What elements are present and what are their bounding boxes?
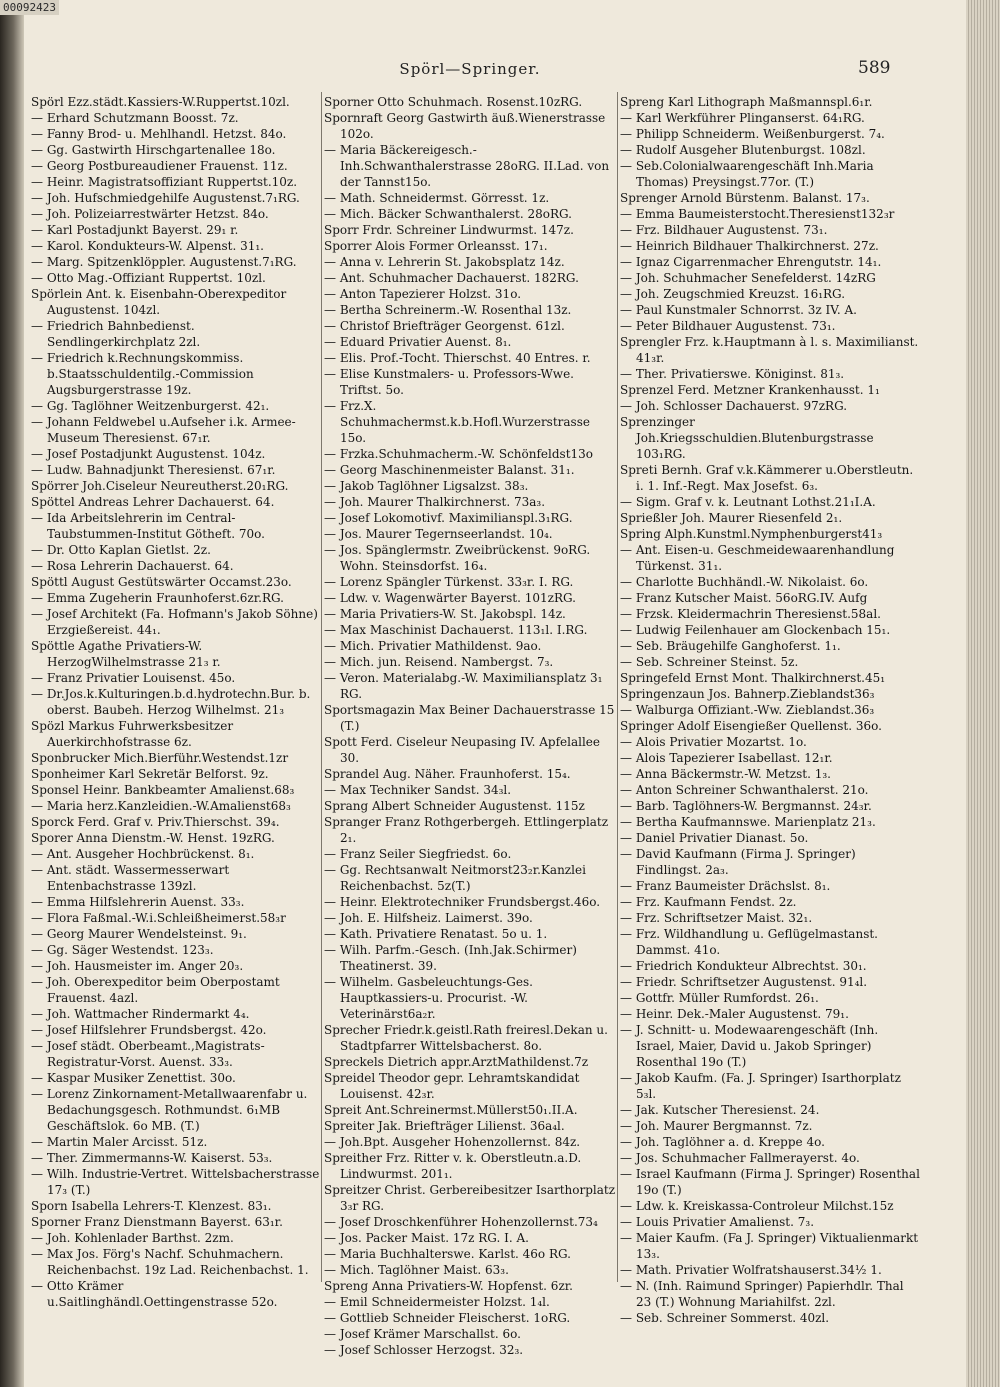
directory-entry: — Joh. Maurer Thalkirchnerst. 73a₃. <box>324 495 546 509</box>
directory-entry: — Ant. Schuhmacher Dachauerst. 182RG. <box>324 271 579 285</box>
directory-entry: Sprießler Joh. Maurer Riesenfeld 2₁. <box>620 511 843 525</box>
directory-entry: — Paul Kunstmaler Schnorrst. 3z IV. A. <box>620 303 857 317</box>
directory-entry: Sprandel Aug. Näher. Fraunhoferst. 15₄. <box>324 767 571 781</box>
directory-entry: Spreither Frz. Ritter v. k. Oberstleutn.a.D. Lindwurmst. 201₁. <box>324 1151 582 1181</box>
directory-entry: — Rudolf Ausgeher Blutenburgst. 108zl. <box>620 143 866 157</box>
directory-entry: — Josef Droschkenführer Hohenzollernst.73₄ <box>324 1215 598 1229</box>
directory-entry: — Eduard Privatier Auenst. 8₁. <box>324 335 512 349</box>
directory-entry: — Jos. Maurer Tegernseerlandst. 10₄. <box>324 527 553 541</box>
column-2 <box>324 94 618 1358</box>
directory-entry: — Barb. Taglöhners-W. Bergmannst. 24₃r. <box>620 799 872 813</box>
directory-entry: — Anton Schreiner Schwanthalerst. 21o. <box>620 783 869 797</box>
directory-entry: Sprecher Friedr.k.geistl.Rath freiresl.Dekan u. Stadtpfarrer Wittelsbacherst. 8o. <box>324 1023 608 1053</box>
directory-entry: — Ther. Zimmermanns-W. Kaiserst. 53₃. <box>31 1151 273 1165</box>
directory-entry: Spörl Ezz.städt.Kassiers-W.Ruppertst.10zl. <box>31 95 290 109</box>
directory-entry: — Elise Kunstmalers- u. Professors-Wwe. Triftst. 5o. <box>324 367 574 397</box>
directory-entry: — Karl Werkführer Plinganserst. 64₁RG. <box>620 111 865 125</box>
directory-entry: — Max Techniker Sandst. 34₃l. <box>324 783 512 797</box>
directory-entry: — Jakob Taglöhner Ligsalzst. 38₃. <box>324 479 529 493</box>
directory-entry: — Georg Maurer Wendelstеinst. 9₁. <box>31 927 247 941</box>
directory-entry: — Jakob Kaufm. (Fa. J. Springer) Isarthorplatz 5₃l. <box>620 1071 901 1101</box>
directory-entry: — Maria Bäckereigesch.-Inh.Schwanthalerstrasse 28oRG. II.Lad. von der Tannst15o. <box>324 143 610 189</box>
column-3 <box>620 94 920 1326</box>
directory-entry: — Bertha Kaufmannswe. Marienplatz 21₃. <box>620 815 876 829</box>
directory-entry: Springenzaun Jos. Bahnerp.Zieblandst36₃ <box>620 687 875 701</box>
directory-entry: — Frz. Kaufmann Fendst. 2z. <box>620 895 797 909</box>
directory-entry: — Wilh. Industrie-Vertret. Wittelsbacherstrasse 17₃ (T.) <box>31 1167 320 1197</box>
directory-entry: Spranger Franz Rothgerbergeh. Ettlingerplatz 2₁. <box>324 815 609 845</box>
directory-entry: — Gg. Säger Westendst. 123₃. <box>31 943 214 957</box>
directory-entry: — Maria Buchhalterswe. Karlst. 46o RG. <box>324 1247 571 1261</box>
directory-entry: — Maier Kaufm. (Fa J. Springer) Viktualienmarkt 13₃. <box>620 1231 919 1261</box>
directory-entry: Spreitzer Christ. Gerbereibesitzer Isarthorplatz 3₃r RG. <box>324 1183 616 1213</box>
directory-entry: — Ludwig Feilenhauer am Glockenbach 15₁. <box>620 623 891 637</box>
directory-entry: Spreiter Jak. Briefträger Lilienst. 36a₄l. <box>324 1119 565 1133</box>
directory-entry: Sponsel Heinr. Bankbeamter Amalienst.68₃ <box>31 783 295 797</box>
directory-entry: — Emma Zugeherin Fraunhoferst.6zr.RG. <box>31 591 284 605</box>
directory-entry: Spreng Karl Lithograph Maßmannspl.6₁r. <box>620 95 873 109</box>
directory-entry: — Dr. Otto Kaplan Gietlst. 2z. <box>31 543 211 557</box>
directory-entry: — Seb. Bräugehilfe Ganghoferst. 1₁. <box>620 639 841 653</box>
directory-entry: Sprenzinger Joh.Kriegsschuldien.Blutenburgstrasse 103₁RG. <box>620 415 874 461</box>
directory-entry: — Rosa Lehrerin Dachauerst. 64. <box>31 559 234 573</box>
directory-entry: Sporner Franz Dienstmann Bayerst. 63₁r. <box>31 1215 283 1229</box>
directory-entry: — Mich. Privatier Mathildenst. 9ao. <box>324 639 542 653</box>
directory-entry: — Gg. Rechtsanwalt Neitmorst23₂r.Kanzlei Reichenbachst. 5z(T.) <box>324 863 586 893</box>
directory-entry: — Lorenz Zinkornament-Metallwaarenfabr u. Bedachungsgesch. Rothmundst. 6₁MB Geschäftslok. 6o MB. (T.) <box>31 1087 308 1133</box>
directory-entry: — Wilhelm. Gasbeleuchtungs-Ges. Hauptkassiers-u. Procurist. -W. Veterinärst6a₂r. <box>324 975 533 1021</box>
directory-entry: Sporck Ferd. Graf v. Priv.Thierschst. 39₄. <box>31 815 280 829</box>
directory-entry: Sprenger Arnold Bürstenm. Balanst. 17₃. <box>620 191 870 205</box>
directory-entry: — Friedrich Konduktеur Albrechtst. 30₁. <box>620 959 867 973</box>
directory-entry: — Karol. Konduktеurs-W. Alpenst. 31₁. <box>31 239 264 253</box>
directory-entry: — Joh. Schuhmacher Senefelderst. 14zRG <box>620 271 876 285</box>
directory-entry: — Bertha Schreinerm.-W. Rosenthal 13z. <box>324 303 572 317</box>
directory-entry: — Ther. Privatierswe. Königinst. 81₃. <box>620 367 845 381</box>
directory-entry: — Joh. Polizeiarrestwärter Hetzst. 84o. <box>31 207 269 221</box>
directory-entry: — Math. Schneidermst. Görresst. 1z. <box>324 191 550 205</box>
directory-entry: — Seb. Schreiner Sommerst. 40zl. <box>620 1311 830 1325</box>
directory-entry: Sporr Frdr. Schreiner Lindwurmst. 147z. <box>324 223 574 237</box>
directory-entry: — Jos. Spänglermstr. Zweibrückenst. 9oRG. Wohn. Steinsdorfst. 16₄. <box>324 543 591 573</box>
directory-entry: — Joh. Zeugschmied Kreuzst. 16₁RG. <box>620 287 846 301</box>
page-number: 589 <box>858 58 891 78</box>
directory-entry: — Joh. Taglöhner a. d. Kreppe 4o. <box>620 1135 825 1149</box>
directory-entry: — Heinr. Elektrotechniker Frundsbergst.46o. <box>324 895 601 909</box>
column-divider <box>321 92 322 1282</box>
directory-entry: — Anton Tapezierer Holzst. 31o. <box>324 287 522 301</box>
directory-entry: Spreti Bernh. Graf v.k.Kämmerer u.Oberstleutn. i. 1. Inf.-Regt. Max Josefst. 6₃. <box>620 463 914 493</box>
directory-entry: — Alois Tapezierer Isabellast. 12₁r. <box>620 751 833 765</box>
directory-entry: Sporrer Alois Former Orleansst. 17₁. <box>324 239 548 253</box>
directory-entry: — Frz. Wildhandlung u. Geflügelmastanst. Dammst. 41o. <box>620 927 878 957</box>
directory-entry: — Seb.Colonialwaarengeschäft Inh.Maria Thomas) Preysingst.77or. (T.) <box>620 159 874 189</box>
directory-entry: — Jak. Kutscher Theresienst. 24. <box>620 1103 820 1117</box>
directory-entry: — Maria herz.Kanzleidien.-W.Amalienst68₃ <box>31 799 291 813</box>
directory-entry: — Lorenz Spängler Türkenst. 33₃r. I. RG. <box>324 575 574 589</box>
directory-entry: Spornraft Georg Gastwirth äuß.Wienerstrasse 102o. <box>324 111 606 141</box>
directory-entry: — Martin Maler Arcisst. 51z. <box>31 1135 208 1149</box>
directory-entry: — Peter Bildhauer Augustenst. 73₁. <box>620 319 836 333</box>
directory-entry: — Josef Architekt (Fa. Hofmann's Jakob Söhne) Erzgießereist. 44₁. <box>31 607 318 637</box>
column-1 <box>31 94 321 1310</box>
directory-entry: — Joh. Kohlenlader Barthst. 2zm. <box>31 1231 234 1245</box>
directory-entry: Spöttel Andreas Lehrer Dachauerst. 64. <box>31 495 275 509</box>
directory-entry: — Frz. Schriftsetzer Maist. 32₁. <box>620 911 813 925</box>
directory-entry: Spreidel Theodor gepr. Lehramtskandidat Louisenst. 42₃r. <box>324 1071 580 1101</box>
directory-entry: — Josef Lokomotivf. Maximilianspl.3₁RG. <box>324 511 573 525</box>
directory-entry: — Mich. Bäcker Schwanthalerst. 28oRG. <box>324 207 572 221</box>
directory-entry: Sponbrucker Mich.Bierführ.Westendst.1zr <box>31 751 289 765</box>
directory-entry: — Fanny Brod- u. Mehlhandl. Hetzst. 84o. <box>31 127 287 141</box>
directory-entry: — Veron. Materialabg.-W. Maximiliansplatz 3₁ RG. <box>324 671 603 701</box>
directory-entry: — Ldw. k. Kreiskassa-Controleur Milchst.15z <box>620 1199 894 1213</box>
directory-entry: — Walburga Offiziant.-Ww. Zieblandst.36₃ <box>620 703 875 717</box>
directory-entry: — Johann Feldwebel u.Aufseher i.k. Armee-Museum Theresienst. 67₁r. <box>31 415 296 445</box>
directory-entry: — N. (Inh. Raimund Springer) Papierhdlr. Thal 23 (T.) Wohnung Mariahilfst. 2zl. <box>620 1279 904 1309</box>
directory-entry: Sponheimer Karl Sekretär Belforst. 9z. <box>31 767 269 781</box>
directory-entry: — Dr.Jos.k.Kulturingen.b.d.hydrotechn.Bur. b. oberst. Baubeh. Herzog Wilhelmst. 21₃ <box>31 687 311 717</box>
directory-entry: — Frz. Bildhauer Augustenst. 73₁. <box>620 223 828 237</box>
directory-entry: — Otto Mag.-Offiziant Ruppertst. 10zl. <box>31 271 266 285</box>
directory-entry: — Josef städt. Oberbeamt.,Magistrats-Registratur-Vorst. Auenst. 33₃. <box>31 1039 265 1069</box>
directory-entry: — Heinr. Dek.-Maler Augustenst. 79₁. <box>620 1007 849 1021</box>
directory-entry: — Frzka.Schuhmacherm.-W. Schönfeldst13o <box>324 447 594 461</box>
directory-entry: — Gottlieb Schneider Fleischerst. 1oRG. <box>324 1311 571 1325</box>
directory-entry: — Joh. Oberexpeditor beim Oberpostamt Frauenst. 4azl. <box>31 975 280 1005</box>
directory-entry: — Ant. Eisen-u. Geschmeidewaarenhandlung Türkenst. 31₁. <box>620 543 895 573</box>
directory-entry: Sprang Albert Schneider Augustenst. 115z <box>324 799 585 813</box>
directory-entry: Spöttl August Gestütswärter Occamst.23o. <box>31 575 292 589</box>
directory-entry: — Flora Faßmal.-W.i.Schleißheimerst.58₃r <box>31 911 286 925</box>
directory-entry: — David Kaufmann (Firma J. Springer) Findlingst. 2a₃. <box>620 847 856 877</box>
directory-entry: — Jos. Packer Maist. 17z RG. I. A. <box>324 1231 529 1245</box>
directory-entry: — Friedr. Schriftsetzer Augustenst. 91₄l. <box>620 975 868 989</box>
directory-entry: Sprenzel Ferd. Metzner Krankenhausst. 1₁ <box>620 383 880 397</box>
directory-entry: — Josef Hilfslehrer Frundsbergst. 42o. <box>31 1023 267 1037</box>
directory-entry: — Elis. Prof.-Tocht. Thierschst. 40 Entres. r. <box>324 351 591 365</box>
directory-entry: — Max Maschinist Dachauerst. 113₁l. I.RG. <box>324 623 588 637</box>
directory-entry: — Gg. Taglöhner Weitzenburgerst. 42₁. <box>31 399 270 413</box>
directory-entry: — Daniel Privatier Dianast. 5o. <box>620 831 809 845</box>
directory-entry: — Friedrich Bahnbedienst. Sendlingerkirchplatz 2zl. <box>31 319 201 349</box>
directory-entry: — Gg. Gastwirth Hirschgartenallee 18o. <box>31 143 276 157</box>
directory-entry: — Friedrich k.Rechnungskommiss. b.Staatsschuldentilg.-Commission Augsburgerstrasse 19z. <box>31 351 254 397</box>
directory-entry: Sporner Otto Schuhmach. Rosenst.10zRG. <box>324 95 583 109</box>
directory-entry: — Erhard Schutzmann Boosst. 7z. <box>31 111 239 125</box>
directory-entry: — Heinr. Magistratsoffiziant Ruppertst.10z. <box>31 175 298 189</box>
directory-entry: — Karl Postadjunkt Bayerst. 29₁ r. <box>31 223 239 237</box>
directory-entry: — Josef Schlosser Herzogst. 32₃. <box>324 1343 524 1357</box>
directory-entry: Sprengler Frz. k.Hauptmann à l. s. Maximilianst. 41₃r. <box>620 335 919 365</box>
directory-entry: — Gottfr. Müller Rumfordst. 26₁. <box>620 991 819 1005</box>
scan-stamp: 00092423 <box>0 0 59 15</box>
directory-entry: — Kath. Privatiere Renatast. 5o u. 1. <box>324 927 548 941</box>
directory-entry: — Franz Privatier Louisenst. 45o. <box>31 671 236 685</box>
directory-entry: Spöttle Agathe Privatiers-W. HerzogWilhelmstrasse 21₃ r. <box>31 639 221 669</box>
directory-entry: Spörrer Joh.Ciseleur Neureutherst.20₁RG. <box>31 479 289 493</box>
directory-entry: — Wilh. Parfm.-Gesch. (Inh.Jak.Schirmer) Theatinerst. 39. <box>324 943 577 973</box>
directory-entry: Springefeld Ernst Mont. Thalkirchnerst.45₁ <box>620 671 886 685</box>
running-head: Spörl—Springer. <box>399 60 541 78</box>
directory-entry: — J. Schnitt- u. Modewaarengeschäft (Inh. Israel, Maier, David u. Jakob Springer) Rosenthal 19o (T.) <box>620 1023 879 1069</box>
directory-entry: — Israel Kaufmann (Firma J. Springer) Rosenthal 19o (T.) <box>620 1167 920 1197</box>
directory-entry: — Mich. jun. Reisend. Nambergst. 7₃. <box>324 655 554 669</box>
directory-entry: — Emil Schneidermeister Holzst. 1₄l. <box>324 1295 550 1309</box>
directory-entry: — Ldw. v. Wagenwärter Bayerst. 101zRG. <box>324 591 576 605</box>
directory-entry: Sporn Isabella Lehrers-T. Klenzest. 83₁. <box>31 1199 272 1213</box>
directory-entry: — Emma Baumeisterstocht.Theresienst132₃r <box>620 207 895 221</box>
directory-entry: — Ludw. Bahnadjunkt Theresienst. 67₁r. <box>31 463 276 477</box>
directory-entry: — Charlotte Buchhändl.-W. Nikolaist. 6o. <box>620 575 869 589</box>
directory-entry: — Georg Maschinenmeister Balanst. 31₁. <box>324 463 575 477</box>
directory-entry: — Seb. Schreiner Steinst. 5z. <box>620 655 799 669</box>
directory-entry: — Josef Postadjunkt Augustenst. 104z. <box>31 447 266 461</box>
directory-entry: — Franz Baumeister Drächslst. 8₁. <box>620 879 831 893</box>
directory-entry: — Franz Kutscher Maist. 56oRG.IV. Aufg <box>620 591 868 605</box>
directory-entry: — Franz Seiler Siegfriedst. 6o. <box>324 847 512 861</box>
directory-entry: — Emma Hilfslehrerin Auenst. 33₃. <box>31 895 245 909</box>
directory-entry: Spözl Markus Fuhrwerksbesitzer Auerkirchhofstrasse 6z. <box>31 719 234 749</box>
directory-entry: Spreng Anna Privatiers-W. Hopfenst. 6zr. <box>324 1279 573 1293</box>
directory-entry: Sportsmagazin Max Beiner Dachauerstrasse 15 (T.) <box>324 703 615 733</box>
directory-entry: — Max Jos. Förg's Nachf. Schuhmachern. Reichenbachst. 19z Lad. Reichenbachst. 1. <box>31 1247 309 1277</box>
directory-entry: — Joh. Maurer Bergmannst. 7z. <box>620 1119 813 1133</box>
book-gutter <box>0 0 24 1387</box>
directory-entry: — Joh. Schlosser Dachauerst. 97zRG. <box>620 399 848 413</box>
directory-entry: — Ignaz Cigarrenmacher Ehrengutstr. 14₁. <box>620 255 882 269</box>
directory-entry: Sporer Anna Dienstm.-W. Henst. 19zRG. <box>31 831 275 845</box>
directory-entry: — Joh. Hufschmiedgehilfe Augustenst.7₁RG. <box>31 191 300 205</box>
directory-entry: Spott Ferd. Ciseleur Neupasing IV. Apfelallee 30. <box>324 735 600 765</box>
directory-entry: — Jos. Schuhmacher Fallmerayerst. 4o. <box>620 1151 860 1165</box>
directory-entry: — Philipp Schneiderm. Weißenburgerst. 7₄. <box>620 127 885 141</box>
directory-entry: Spreit Ant.Schreinermst.Müllerst50₁.II.A. <box>324 1103 578 1117</box>
page-edges <box>966 0 1000 1387</box>
directory-entry: — Kaspar Musiker Zenettist. 30o. <box>31 1071 236 1085</box>
directory-entry: — Heinrich Bildhauer Thalkirchnerst. 27z. <box>620 239 879 253</box>
directory-entry: — Otto Krämer u.Saitlinghändl.Oettingenstrasse 52o. <box>31 1279 278 1309</box>
directory-entry: — Sigm. Graf v. k. Leutnant Lothst.21₁I.A. <box>620 495 876 509</box>
directory-entry: — Ida Arbeitslehrerin im Central-Taubstummen-Institut Götheft. 70o. <box>31 511 265 541</box>
directory-entry: — Joh.Bpt. Ausgeher Hohenzollernst. 84z. <box>324 1135 581 1149</box>
directory-entry: — Maria Privatiers-W. St. Jakobspl. 14z. <box>324 607 566 621</box>
directory-entry: — Anna v. Lehrerin St. Jakobsplatz 14z. <box>324 255 565 269</box>
directory-entry: Spring Alph.Kunstml.Nymphenburgerst41₃ <box>620 527 883 541</box>
directory-entry: — Frzsk. Kleidermachrin Theresienst.58al. <box>620 607 881 621</box>
directory-entry: — Frz.X. Schuhmachermst.k.b.Hofl.Wurzerstrasse 15o. <box>324 399 590 445</box>
directory-entry: — Louis Privatier Amalienst. 7₃. <box>620 1215 815 1229</box>
directory-entry: — Joh. E. Hilfsheiz. Laimerst. 39o. <box>324 911 533 925</box>
directory-entry: — Marg. Spitzenklöppler. Augustenst.7₁RG. <box>31 255 297 269</box>
directory-entry: — Alois Privatier Mozartst. 1o. <box>620 735 807 749</box>
directory-entry: Spreckels Dietrich appr.ArztMathildenst.7z <box>324 1055 589 1069</box>
directory-entry: — Christof Briefträger Georgenst. 61zl. <box>324 319 565 333</box>
directory-entry: — Georg Postbureaudiener Frauenst. 11z. <box>31 159 288 173</box>
directory-entry: Springer Adolf Eisengießer Quellenst. 36o. <box>620 719 882 733</box>
directory-entry: — Joh. Wattmacher Rindermarkt 4₄. <box>31 1007 250 1021</box>
directory-entry: — Josef Krämer Marschallst. 6o. <box>324 1327 521 1341</box>
directory-entry: Spörlein Ant. k. Eisenbahn-Oberexpeditor Augustenst. 104zl. <box>31 287 287 317</box>
directory-entry: — Anna Bäckermstr.-W. Metzst. 1₃. <box>620 767 831 781</box>
directory-entry: — Joh. Hausmeister im. Anger 20₃. <box>31 959 244 973</box>
directory-entry: — Ant. städt. Wassermesserwart Entenbachstrasse 139zl. <box>31 863 230 893</box>
directory-entry: — Ant. Ausgeher Hochbrückenst. 8₁. <box>31 847 255 861</box>
directory-entry: — Mich. Taglöhner Maist. 63₃. <box>324 1263 509 1277</box>
directory-entry: — Math. Privatier Wolfratshauserst.34½ 1. <box>620 1263 882 1277</box>
